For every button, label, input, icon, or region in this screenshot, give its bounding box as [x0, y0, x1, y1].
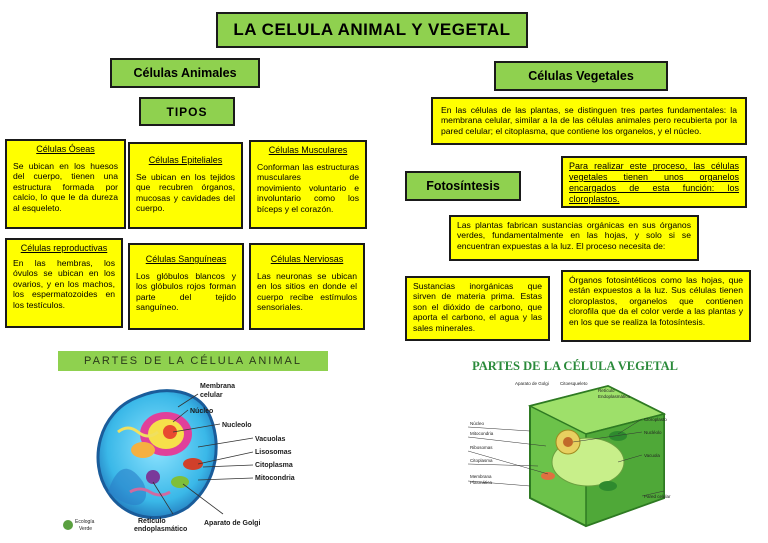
label-membrana: Membrana	[200, 383, 236, 390]
card-celulas-oseas	[5, 139, 126, 229]
label-golgi: Aparato de Golgi	[515, 381, 549, 386]
card-celulas-nerviosas	[249, 243, 365, 330]
label-nucleo: Núcleo	[470, 421, 485, 426]
vegetal-figure-banner: PARTES DE LA CÉLULA VEGETAL	[472, 359, 678, 373]
vegetal-cell-diagram	[468, 376, 704, 536]
animal-figure-banner: PARTES DE LA CÉLULA ANIMAL	[58, 351, 328, 371]
card-text: Las neuronas se ubican en los sitios en donde el cuerpo recibe estímulos sensoriales.	[257, 270, 357, 313]
label-citoplasma: Citoplasma	[470, 458, 493, 463]
label-reticulo-2: Endoplasmático	[598, 394, 631, 399]
card-title: Células Nerviosas	[270, 254, 344, 264]
logo-text-2: Verde	[79, 526, 93, 532]
card-title: Células Óseas	[36, 144, 95, 154]
card-celulas-reproductivas	[5, 238, 123, 328]
label-lisosomas: Lisosomas	[255, 449, 292, 456]
logo-text-1: Ecología	[75, 519, 95, 525]
label-membrana-1: Membrana	[470, 474, 492, 479]
sustancias-box: Sustancias inorgánicas que sirven de materia prima. Estas son el dióxido de carbono, que aporta el carbono, el agua y las sales minerales.	[405, 276, 550, 341]
label-ribosomas: Ribosomas	[470, 445, 493, 450]
label-reticulo-1: Retículo	[598, 388, 615, 393]
animal-header: Células Animales	[110, 58, 260, 88]
label-membrana-2: Plasmática	[470, 480, 493, 485]
card-title: Células reproductivas	[20, 243, 108, 253]
card-title: Células Epiteliales	[148, 155, 223, 165]
label-mitocondria: Mitocondria	[255, 475, 295, 482]
card-text: Los glóbulos blancos y los glóbulos rojos forman parte del tejido sanguíneo.	[136, 270, 236, 313]
organos-box: Órganos fotosintéticos como las hojas, que están expuestos a la luz. Sus células tienen cloroplastos, organelos que contienen clorofila que da el color verde a las plantas y en los que se realiza la fotosíntesis.	[561, 270, 751, 342]
tipos-label: TIPOS	[139, 97, 235, 126]
plantas-box: Las plantas fabrican sustancias orgánicas en sus órganos verdes, fundamentalmente en las hojas, y solo si se encuentran expuestas a la luz. El proceso necesita de:	[449, 215, 699, 261]
vegetal-intro: En las células de las plantas, se distinguen tres partes fundamentales: la membrana celular, similar a la de las células animales pero recubierta por la pared celular; el citoplasma, que contiene los organelos, y el núcleo.	[431, 97, 747, 145]
card-text: Se ubican en los huesos del cuerpo, tienen una estructura formada por calcio, lo que le da dureza al esqueleto.	[13, 160, 118, 213]
label-reticulo: Retículo	[138, 518, 166, 525]
label-vacuola: Vacuola	[644, 453, 660, 458]
label-citoesqueleto: Citoesqueleto	[560, 381, 588, 386]
label-cloroplasto: Cloroplasto	[644, 417, 667, 422]
label-vacuolas: Vacuolas	[255, 436, 286, 443]
label-nucleolo: Nucléolo	[644, 430, 662, 435]
page-title: LA CELULA ANIMAL Y VEGETAL	[216, 12, 528, 48]
label-mitocondria: Mitocondria	[470, 431, 494, 436]
fotosintesis-label: Fotosíntesis	[405, 171, 521, 201]
label-celular: celular	[200, 392, 223, 399]
animal-cell-diagram	[58, 372, 328, 537]
logo-icon	[63, 520, 73, 530]
label-pared: Pared celular	[644, 494, 671, 499]
label-golgi: Aparato de Golgi	[204, 520, 261, 527]
card-title: Células Musculares	[268, 145, 348, 155]
card-text: Conforman las estructuras musculares de movimiento voluntario e involuntario como los bíceps y el corazón.	[257, 161, 359, 214]
card-title: Células Sanguíneas	[145, 254, 227, 264]
label-citoplasma: Citoplasma	[255, 462, 293, 469]
card-text: Se ubican en los tejidos que recubren órganos, mucosas y cavidades del cuerpo.	[136, 171, 235, 214]
proceso-box: Para realizar este proceso, las células vegetales tienen unos organelos encargados de esta función: los cloroplastos.	[561, 156, 747, 208]
card-celulas-epiteliales	[128, 142, 243, 229]
label-nucleo: Núcleo	[190, 408, 214, 415]
label-endoplasmatico: endoplasmático	[134, 526, 188, 533]
vegetal-header: Células Vegetales	[494, 61, 668, 91]
card-text: En las hembras, los óvulos se ubican en los ovarios, y en los machos, los espermatozoides en los testículos.	[13, 257, 115, 310]
card-celulas-sanguineas	[128, 243, 244, 330]
card-celulas-musculares	[249, 140, 367, 229]
label-nucleolo: Nucleolo	[222, 422, 252, 429]
